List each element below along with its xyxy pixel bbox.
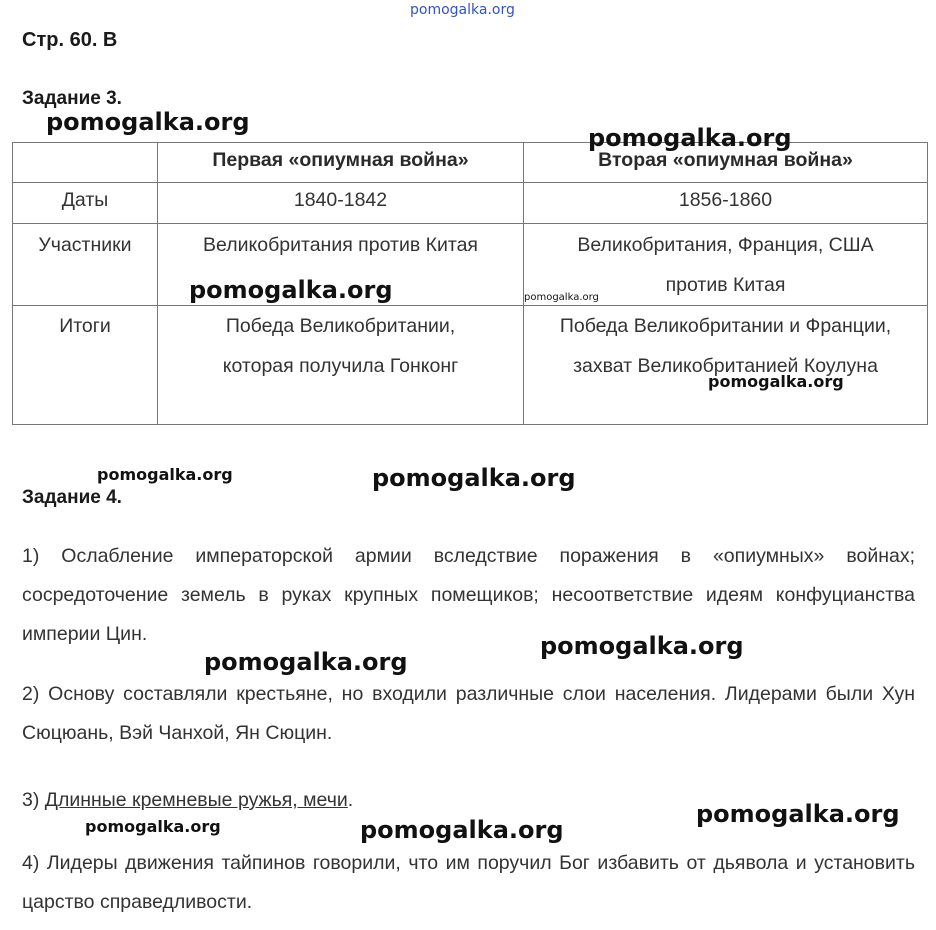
watermark: pomogalka.org — [85, 817, 221, 836]
table-row — [13, 306, 928, 425]
watermark: pomogalka.org — [97, 465, 233, 484]
watermark: pomogalka.org — [189, 276, 393, 304]
second-war-dates: 1856-1860 — [524, 183, 928, 224]
row-label-participants: Участники — [13, 224, 158, 306]
watermark: pomogalka.org — [524, 292, 599, 303]
row-label-results: Итоги — [13, 306, 158, 425]
first-war-participants: Великобритания против Китая — [158, 224, 524, 306]
watermark: pomogalka.org — [540, 632, 744, 660]
watermark: pomogalka.org — [46, 108, 250, 136]
table-header-second-war: Вторая «опиумная война» — [524, 143, 928, 183]
table-header-empty — [13, 143, 158, 183]
second-war-results: Победа Великобритании и Франции, захват Великобританией Коулуна — [524, 306, 928, 425]
answer-2: 2) Основу составляли крестьяне, но входили различные слои населения. Лидерами были Хун Сюцюань, Вэй Чанхой, Ян Сюцин. — [22, 683, 915, 744]
table-row — [13, 224, 928, 306]
watermark: pomogalka.org — [372, 464, 576, 492]
page-title: Стр. 60. В — [22, 29, 118, 51]
watermark: pomogalka.org — [708, 372, 844, 391]
first-war-dates: 1840-1842 — [158, 183, 524, 224]
watermark: pomogalka.org — [410, 2, 515, 18]
second-war-participants: Великобритания, Франция, США против Китая — [524, 224, 928, 306]
table-header-row — [13, 143, 928, 183]
first-war-results: Победа Великобритании, которая получила Гонконг — [158, 306, 524, 425]
watermark: pomogalka.org — [588, 124, 792, 152]
answer-4: 4) Лидеры движения тайпинов говорили, что им поручил Бог избавить от дьявола и установить царство справедливости. — [22, 852, 915, 913]
answer-3-suffix: . — [347, 789, 354, 811]
answer-1: 1) Ослабление императорской армии вследствие поражения в «опиумных» войнах; сосредоточение земель в руках крупных помещиков; несоответствие идеям конфуцианства империи Цин. — [22, 545, 915, 645]
row-label-dates: Даты — [13, 183, 158, 224]
table-row — [13, 183, 928, 224]
answer-3 — [22, 781, 915, 820]
task3-title: Задание 3. — [22, 88, 122, 109]
table-header-first-war: Первая «опиумная война» — [158, 143, 524, 183]
watermark: pomogalka.org — [204, 648, 408, 676]
answer-3-underlined: Длинные кремневые ружья, мечи — [44, 789, 348, 811]
watermark: pomogalka.org — [696, 800, 900, 828]
answer-3-prefix: 3) — [22, 789, 45, 811]
watermark: pomogalka.org — [360, 816, 564, 844]
task4-title: Задание 4. — [22, 487, 122, 508]
opium-wars-table — [12, 142, 928, 425]
